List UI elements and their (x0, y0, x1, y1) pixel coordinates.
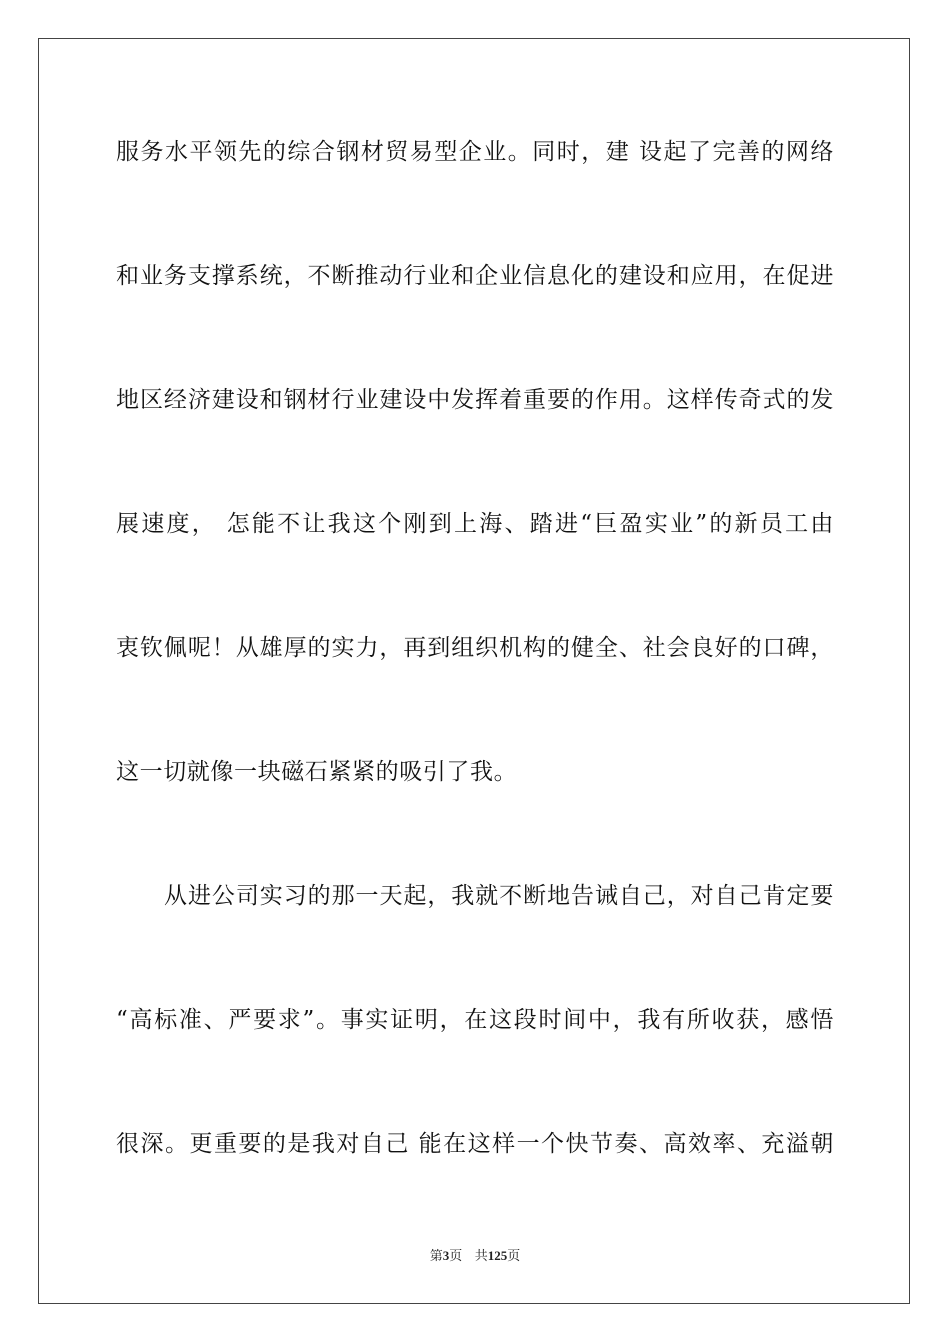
page-prefix: 第 (429, 1249, 443, 1264)
page-footer (0, 1247, 950, 1266)
text-line-8: “高标准、严要求”。事实证明，在这段时间中，我有所收获，感悟 (116, 1007, 834, 1033)
page-number: 3 (442, 1248, 450, 1263)
total-pages: 125 (487, 1248, 508, 1263)
text-line-3: 地区经济建设和钢材行业建设中发挥着重要的作用。这样传奇式的发 (116, 387, 834, 413)
text-line-5: 衷钦佩呢！从雄厚的实力，再到组织机构的健全、社会良好的口碑， (116, 635, 834, 661)
text-line-4: 展速度， 怎能不让我这个刚到上海、踏进“巨盈实业”的新员工由 (116, 511, 834, 537)
page-suffix: 页 (449, 1249, 463, 1264)
total-prefix: 共 (474, 1249, 488, 1264)
text-line-1: 服务水平领先的综合钢材贸易型企业。同时，建 设起了完善的网络 (116, 139, 834, 165)
text-line-7: 从进公司实习的那一天起，我就不断地告诫自己，对自己肯定要 (164, 883, 834, 909)
text-line-6: 这一切就像一块磁石紧紧的吸引了我。 (116, 759, 518, 785)
page-border (38, 38, 910, 1304)
total-suffix: 页 (507, 1249, 521, 1264)
text-line-2: 和业务支撑系统，不断推动行业和企业信息化的建设和应用，在促进 (116, 263, 834, 289)
text-line-9: 很深。更重要的是我对自己 能在这样一个快节奏、高效率、充溢朝 (116, 1131, 834, 1157)
